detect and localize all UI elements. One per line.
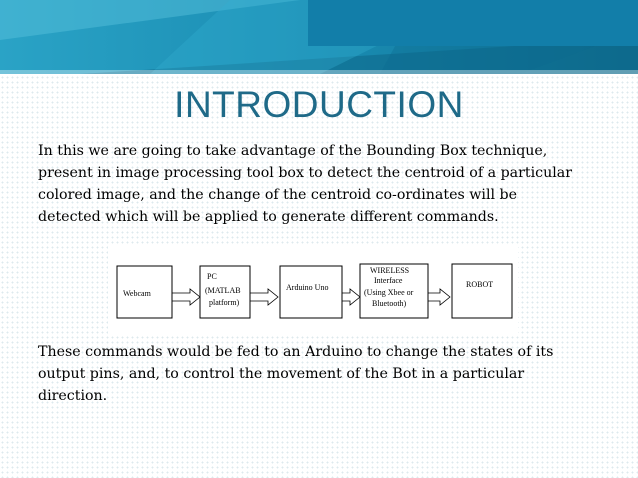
robot-block: [452, 264, 512, 318]
slide-title: INTRODUCTION: [174, 84, 464, 125]
pc-label: (MATLAB: [205, 286, 241, 295]
intro-line: detected which will be applied to generate different commands.: [38, 209, 499, 225]
pc-label: platform): [209, 298, 240, 307]
intro-line: In this we are going to take advantage of the Bounding Box technique,: [38, 143, 548, 159]
commands-paragraph: [38, 341, 608, 407]
arduino-block: [280, 266, 342, 318]
wireless-label: Bluetooth): [372, 299, 407, 308]
pc-label: PC: [207, 272, 217, 281]
header-banner: [0, 0, 638, 74]
arrow-pc-to-arduino: [250, 289, 278, 305]
arrow-webcam-to-pc: [172, 289, 200, 305]
commands-line: direction.: [38, 388, 108, 404]
arrow-wireless-to-robot: [428, 289, 450, 305]
commands-line: These commands would be fed to an Arduino to change the states of its: [38, 344, 554, 360]
wireless-label: WIRELESS: [370, 266, 410, 275]
commands-line: output pins, and, to control the movement of the Bot in a particular: [38, 366, 525, 382]
webcam-label: Webcam: [123, 289, 151, 298]
arrow-arduino-to-wireless: [342, 289, 360, 305]
intro-line: present in image processing tool box to detect the centroid of a particular: [38, 165, 573, 181]
block-diagram: [108, 245, 518, 335]
wireless-label: (Using Xbee or: [364, 288, 414, 297]
arduino-label: Arduino Uno: [286, 283, 329, 292]
intro-paragraph: [38, 140, 608, 228]
robot-label: ROBOT: [466, 280, 494, 289]
wireless-label: Interface: [374, 276, 403, 285]
intro-line: colored image, and the change of the centroid co-ordinates will be: [38, 187, 518, 203]
